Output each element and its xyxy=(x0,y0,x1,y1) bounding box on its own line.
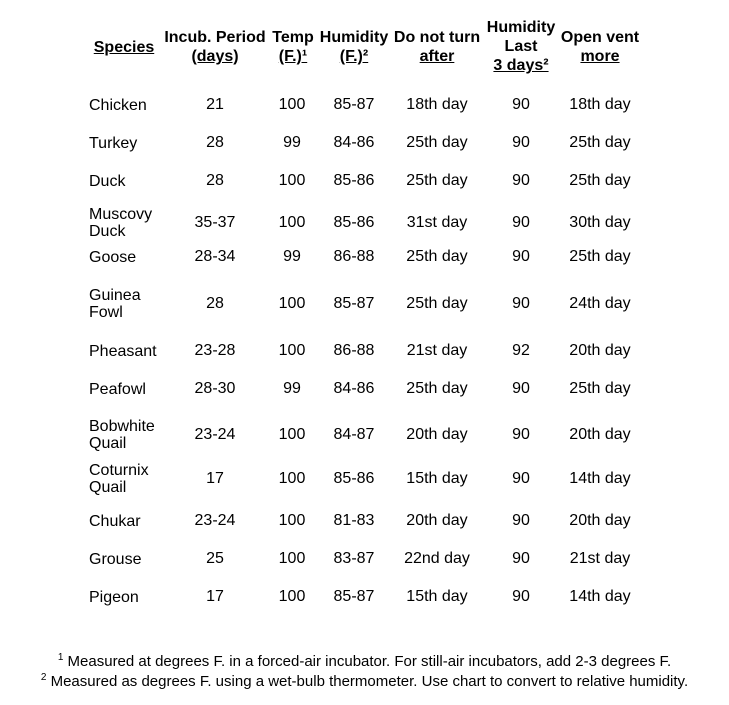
cell-humidity: 81-83 xyxy=(333,512,375,529)
species-name-line: Turkey xyxy=(89,134,138,152)
species-name-line: Duck xyxy=(89,223,126,240)
table-row xyxy=(0,162,729,200)
cell-humidity: 85-87 xyxy=(333,96,375,113)
cell-temp: 100 xyxy=(278,470,306,487)
header-openvent-line2: more xyxy=(580,48,620,65)
cell-openvent: 25th day xyxy=(569,134,631,151)
header-humidity-last-line1: Humidity xyxy=(486,19,556,36)
species-name-line: Chicken xyxy=(89,96,147,114)
cell-noturn: 20th day xyxy=(406,512,468,529)
species-name-line: Chukar xyxy=(89,512,141,530)
header-temp-line2: (F.)¹ xyxy=(278,48,308,65)
species-name-line: Pheasant xyxy=(89,342,157,360)
cell-incub: 23-24 xyxy=(194,426,236,443)
cell-incub: 28-30 xyxy=(194,380,236,397)
cell-humidity-last: 92 xyxy=(512,342,530,359)
cell-noturn: 18th day xyxy=(406,96,468,113)
header-humidity-line2: (F.)² xyxy=(339,48,369,65)
cell-humidity: 85-87 xyxy=(333,588,375,605)
cell-humidity-last: 90 xyxy=(512,512,530,529)
table-row xyxy=(0,502,729,540)
cell-humidity: 85-86 xyxy=(333,214,375,231)
header-do-not-turn xyxy=(389,28,485,66)
cell-openvent: 20th day xyxy=(569,342,631,359)
cell-species xyxy=(89,173,125,190)
cell-noturn: 15th day xyxy=(406,588,468,605)
table-row xyxy=(0,86,729,124)
cell-species xyxy=(89,249,136,266)
table-row xyxy=(0,540,729,578)
cell-noturn: 15th day xyxy=(406,470,468,487)
cell-openvent: 24th day xyxy=(569,295,631,312)
cell-temp: 100 xyxy=(278,96,306,113)
cell-species xyxy=(89,589,139,606)
header-open-vent xyxy=(556,28,644,66)
footnote-2-mark: 2 xyxy=(40,672,47,683)
cell-openvent: 25th day xyxy=(569,172,631,189)
cell-humidity-last: 90 xyxy=(512,550,530,567)
cell-openvent: 20th day xyxy=(569,512,631,529)
cell-humidity: 84-86 xyxy=(333,134,375,151)
cell-humidity: 85-86 xyxy=(333,172,375,189)
cell-temp: 100 xyxy=(278,550,306,567)
species-name-line: Grouse xyxy=(89,550,142,568)
header-noturn-line2: after xyxy=(419,48,455,65)
header-humidity-last xyxy=(482,18,560,75)
cell-openvent: 25th day xyxy=(569,380,631,397)
table-row xyxy=(0,460,729,498)
footnotes xyxy=(0,652,729,692)
cell-temp: 99 xyxy=(283,134,301,151)
cell-openvent: 21st day xyxy=(569,550,631,567)
cell-incub: 28 xyxy=(206,172,224,189)
species-name-line: Muscovy xyxy=(89,206,153,223)
cell-species xyxy=(89,135,137,152)
cell-openvent: 20th day xyxy=(569,426,631,443)
header-humidity xyxy=(316,28,392,66)
cell-noturn: 31st day xyxy=(406,214,468,231)
cell-humidity: 83-87 xyxy=(333,550,375,567)
cell-humidity-last: 90 xyxy=(512,426,530,443)
species-name-line: Guinea xyxy=(89,287,141,304)
cell-incub: 23-28 xyxy=(194,342,236,359)
cell-noturn: 25th day xyxy=(406,134,468,151)
cell-noturn: 25th day xyxy=(406,172,468,189)
table-row xyxy=(0,370,729,408)
cell-humidity: 86-88 xyxy=(333,342,375,359)
cell-noturn: 22nd day xyxy=(404,550,470,567)
header-temp-line1: Temp xyxy=(272,29,314,46)
header-openvent-line1: Open vent xyxy=(560,29,640,46)
cell-incub: 17 xyxy=(206,470,224,487)
cell-temp: 100 xyxy=(278,214,306,231)
header-incub-line1: Incub. Period xyxy=(164,29,266,46)
table-row xyxy=(0,124,729,162)
species-name-line: Duck xyxy=(89,172,126,190)
cell-temp: 100 xyxy=(278,512,306,529)
cell-species xyxy=(89,418,155,452)
footnote-1 xyxy=(0,652,729,672)
cell-humidity-last: 90 xyxy=(512,248,530,265)
species-name-line: Pigeon xyxy=(89,588,139,606)
cell-noturn: 25th day xyxy=(406,295,468,312)
cell-temp: 100 xyxy=(278,426,306,443)
species-name-line: Coturnix xyxy=(89,462,149,479)
footnote-2 xyxy=(0,672,729,692)
cell-humidity: 86-88 xyxy=(333,248,375,265)
species-name-line: Bobwhite xyxy=(89,418,155,435)
cell-species xyxy=(89,381,146,398)
cell-incub: 21 xyxy=(206,96,224,113)
cell-species xyxy=(89,206,152,240)
cell-incub: 25 xyxy=(206,550,224,567)
cell-incub: 35-37 xyxy=(194,214,236,231)
header-humidity-last-line2: Last xyxy=(504,38,538,55)
cell-humidity-last: 90 xyxy=(512,470,530,487)
cell-humidity-last: 90 xyxy=(512,134,530,151)
cell-noturn: 21st day xyxy=(406,342,468,359)
table-header xyxy=(0,18,729,74)
cell-humidity: 84-87 xyxy=(333,426,375,443)
cell-openvent: 18th day xyxy=(569,96,631,113)
header-species-label: Species xyxy=(93,39,155,56)
header-humidity-line1: Humidity xyxy=(319,29,389,46)
cell-temp: 100 xyxy=(278,342,306,359)
cell-incub: 28 xyxy=(206,134,224,151)
cell-temp: 100 xyxy=(278,172,306,189)
cell-humidity-last: 90 xyxy=(512,588,530,605)
footnote-2-text: Measured as degrees F. using a wet-bulb thermometer. Use chart to convert to relative humidity. xyxy=(46,673,689,690)
cell-noturn: 20th day xyxy=(406,426,468,443)
cell-incub: 28 xyxy=(206,295,224,312)
header-noturn-line1: Do not turn xyxy=(393,29,481,46)
cell-openvent: 25th day xyxy=(569,248,631,265)
cell-humidity: 85-87 xyxy=(333,295,375,312)
species-name-line: Fowl xyxy=(89,304,123,321)
species-name-line: Quail xyxy=(89,479,127,496)
cell-humidity: 85-86 xyxy=(333,470,375,487)
cell-openvent: 30th day xyxy=(569,214,631,231)
cell-humidity-last: 90 xyxy=(512,172,530,189)
cell-incub: 28-34 xyxy=(194,248,236,265)
cell-openvent: 14th day xyxy=(569,588,631,605)
table-row xyxy=(0,578,729,616)
footnote-1-text: Measured at degrees F. in a forced-air incubator. For still-air incubators, add 2-3 degrees F. xyxy=(63,653,672,670)
cell-humidity-last: 90 xyxy=(512,96,530,113)
header-humidity-last-line3: 3 days² xyxy=(493,57,549,74)
species-name-line: Peafowl xyxy=(89,380,146,398)
cell-noturn: 25th day xyxy=(406,248,468,265)
cell-humidity-last: 90 xyxy=(512,214,530,231)
cell-species xyxy=(89,462,149,496)
table-row xyxy=(0,204,729,242)
cell-temp: 99 xyxy=(283,380,301,397)
cell-species xyxy=(89,97,147,114)
header-temp xyxy=(266,28,320,66)
header-incub-period xyxy=(163,28,267,66)
cell-incub: 23-24 xyxy=(194,512,236,529)
cell-temp: 99 xyxy=(283,248,301,265)
cell-humidity: 84-86 xyxy=(333,380,375,397)
cell-temp: 100 xyxy=(278,588,306,605)
cell-species xyxy=(89,343,157,360)
header-species xyxy=(84,38,164,57)
header-incub-line2: (days) xyxy=(191,48,239,65)
cell-incub: 17 xyxy=(206,588,224,605)
cell-species xyxy=(89,551,141,568)
cell-humidity-last: 90 xyxy=(512,380,530,397)
footnote-1-mark: 1 xyxy=(57,652,64,663)
cell-humidity-last: 90 xyxy=(512,295,530,312)
cell-species xyxy=(89,513,141,530)
cell-noturn: 25th day xyxy=(406,380,468,397)
cell-species xyxy=(89,287,141,321)
table-row xyxy=(0,332,729,370)
table-row xyxy=(0,238,729,276)
table-row xyxy=(0,285,729,323)
cell-temp: 100 xyxy=(278,295,306,312)
species-name-line: Goose xyxy=(89,248,137,266)
table-row xyxy=(0,416,729,454)
species-name-line: Quail xyxy=(89,435,127,452)
cell-openvent: 14th day xyxy=(569,470,631,487)
